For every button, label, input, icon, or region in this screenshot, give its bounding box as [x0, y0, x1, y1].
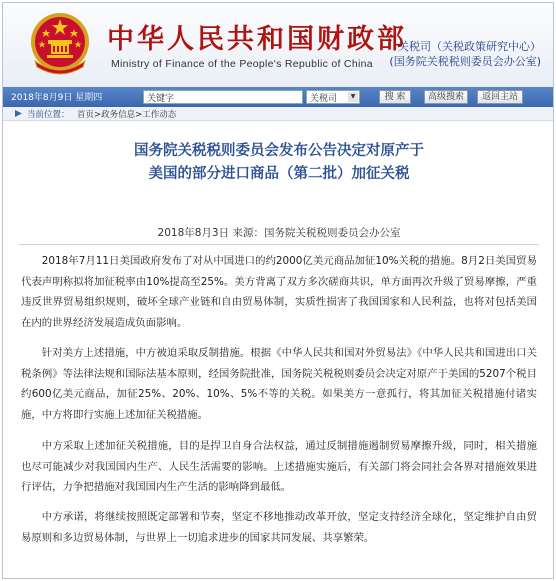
search-toolbar: [3, 87, 553, 107]
national-emblem-icon: [29, 9, 91, 79]
search-button[interactable]: 搜 索: [379, 90, 411, 104]
department-line-1: 关税司（关税政策研究中心）: [398, 40, 541, 53]
search-scope-select[interactable]: [306, 90, 360, 104]
breadcrumb-trail[interactable]: 首页>政务信息>工作动态: [77, 110, 177, 120]
article-title-line-1: 国务院关税税则委员会发布公告决定对原产于: [134, 142, 424, 159]
article-meta: 2018年8月3日 来源：国务院关税税则委员会办公室: [157, 227, 401, 239]
article-title: [19, 139, 539, 185]
article-paragraph: 2018年7月11日美国政府发布了对从中国进口的约2000亿美元商品加征10%关税的措施。8月2日美国贸易代表声明称拟将加征税率由10%提高至25%。美方背离了双方多次磋商共识，单方面再次升级了贸易摩擦，严重违反世界贸易组织规则，破坏全球产业链和自由贸易体制，实质性损害了我国国家和人民利益，也将对包括美国在内的世界经济发展造成负面影响。: [21, 255, 537, 329]
article-title-line-2: 美国的部分进口商品（第二批）加征关税: [148, 165, 410, 182]
article-paragraph: 中方承诺，将继续按照既定部署和节奏，坚定不移地推动改革开放，坚定支持经济全球化，坚定维护自由贸易原则和多边贸易体制，与世界上一切追求进步的国家共同发展、共享繁荣。: [21, 511, 537, 544]
site-title: 中华人民共和国财政部: [107, 24, 407, 55]
location-marker-icon: [15, 110, 22, 117]
chevron-down-icon: ▼: [348, 92, 358, 102]
article-paragraph: 针对美方上述措施，中方被迫采取反制措施。根据《中华人民共和国对外贸易法》《中华人民共和国进出口关税条例》等法律法规和国际法基本原则，经国务院批准，国务院关税税则委员会决定对原产于美国的5207个税目约600亿美元商品，加征25%、20%、10%、5%不等的关税。如果美方一意孤行，将其加征关税措施付诸实施，中方将即行实施上述加征关税措施。: [21, 347, 537, 421]
site-title-english: Ministry of Finance of the People's Republic of China: [111, 58, 373, 70]
search-scope-value: 关税司: [310, 94, 338, 104]
article-paragraph: 中方采取上述加征关税措施，目的是捍卫自身合法权益，通过反制措施遏制贸易摩擦升级，同时，相关措施也尽可能减少对我国国内生产、人民生活需要的影响。上述措施实施后，有关部门将会同社会各界对措施效果进行评估，力争把措施对我国国内生产生活的影响降到最低。: [21, 440, 537, 493]
article: [19, 123, 539, 575]
department-line-2: (国务院关税税则委员会办公室): [389, 55, 541, 68]
current-date: 2018年8月9日 星期四: [11, 93, 103, 103]
return-home-button[interactable]: 返回主站: [477, 90, 523, 104]
advanced-search-button[interactable]: 高级搜索: [424, 90, 468, 104]
department-name: [389, 39, 541, 69]
site-header: [3, 3, 553, 87]
breadcrumb-label: 当前位置：: [27, 110, 70, 120]
search-input[interactable]: [143, 90, 303, 104]
browser-page: [2, 2, 554, 579]
divider: [19, 244, 539, 245]
breadcrumb: [3, 107, 553, 121]
